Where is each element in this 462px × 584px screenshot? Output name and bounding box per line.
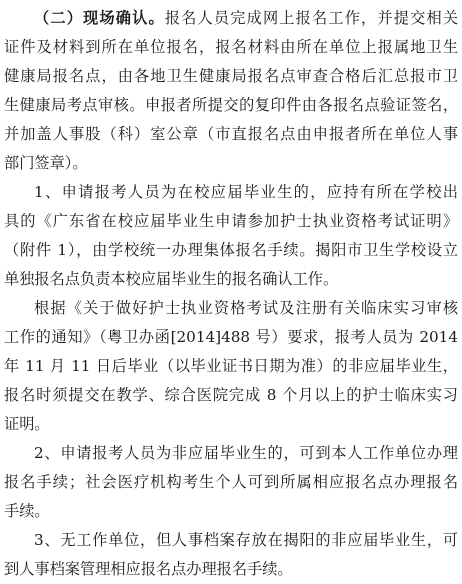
paragraph-line-5: 并加盖人事股（科）室公章（市直报名点由申报者所在单位人事 [4,125,458,143]
section-heading: （二）现场确认。 [34,9,165,27]
paragraph-line-10: 单独报名点负责本校应届毕业生的报名确认工作。 [4,270,339,288]
line-text: 报名人员完成网上报名工作，并提交相关 [164,9,459,27]
paragraph-line-9: （附件 1），由学校统一办理集体报名手续。揭阳市卫生学校设立 [4,241,458,259]
paragraph-line-11: 根据《关于做好护士执业资格考试及注册有关临床实习审核 [34,299,458,317]
paragraph-line-13: 年 11 月 11 日后毕业（以毕业证书日期为准）的非应届毕业生， [4,357,458,375]
paragraph-line-16: 2、申请报考人员为非应届毕业生的，可到本人工作单位办理 [34,444,458,462]
paragraph-line-8: 具的《广东省在校应届毕业生申请参加护士执业资格考试证明》 [4,212,458,230]
paragraph-line-19: 3、无工作单位，但人事档案存放在揭阳的非应届毕业生，可 [34,531,458,549]
paragraph-line-12: 工作的通知》（粤卫办函[2014]488 号）要求，报考人员为 2014 [4,328,458,346]
paragraph-line-1 [34,4,458,32]
paragraph-line-7: 1、申请报考人员为在校应届毕业生的，应持有所在学校出 [34,183,458,201]
paragraph-line-2: 证件及材料到所在单位报名，报名材料由所在单位上报属地卫生 [4,38,458,56]
paragraph-line-18: 手续。 [4,502,50,520]
paragraph-line-20: 到人事档案管理相应报名点办理报名手续。 [4,560,293,578]
paragraph-line-6: 部门签章）。 [4,154,88,172]
paragraph-line-4: 生健康局考点审核。申报者所提交的复印件由各报名点验证签名， [4,96,458,114]
paragraph-line-14: 报名时须提交在教学、综合医院完成 8 个月以上的护士临床实习 [4,386,458,404]
paragraph-line-3: 健康局报名点，由各地卫生健康局报名点审查合格后汇总报市卫 [4,67,458,85]
paragraph-line-17: 报名手续；社会医疗机构考生个人可到所属相应报名点办理报名 [4,473,458,491]
paragraph-line-15: 证明。 [4,415,50,433]
